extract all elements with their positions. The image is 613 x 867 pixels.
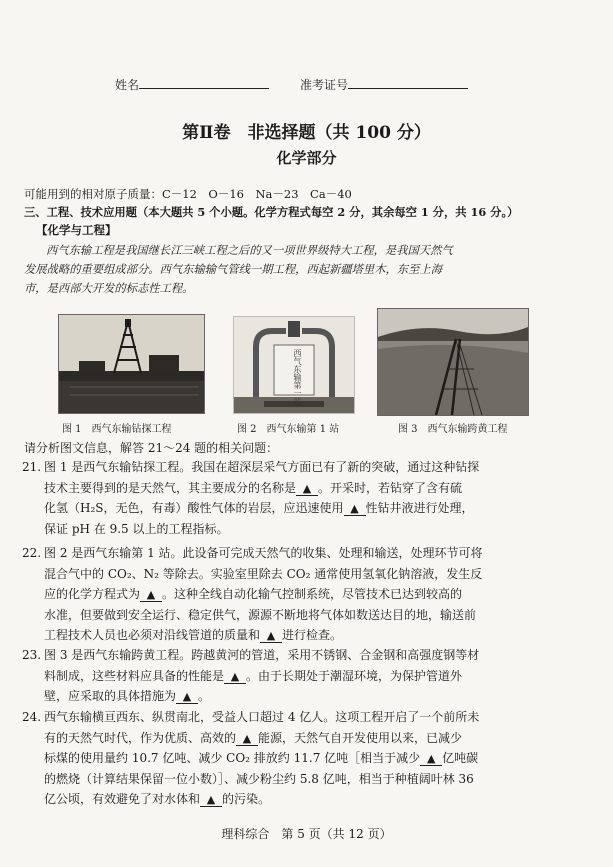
answer-blank[interactable]: ▲ — [176, 691, 198, 704]
answer-blank[interactable]: ▲ — [260, 630, 282, 643]
figure-3-caption: 图 3 西气东输跨黄工程 — [398, 424, 508, 435]
question-23: 23. 图 3 是西气东输跨黄工程。跨越黄河的管道，采用不锈钢、合金钢和高强度钢等材 料制成，这些材料应具备的性能是 ▲ 。由于长期处于潮湿环境，为保护管道外 壁，应采取的具体措施为 ▲ 。 — [22, 648, 480, 703]
answer-blank[interactable]: ▲ — [420, 753, 442, 766]
figure-3-pipeline-photo — [377, 308, 529, 416]
topic-label: 【化学与工程】 — [36, 223, 117, 237]
section-heading: 三、工程、技术应用题（本大题共 5 个小题。化学方程式每空 2 分，其余每空 1 分，共 16 分。） — [24, 205, 519, 219]
intro-paragraph: 西气东输工程是我国继长江三峡工程之后的又一项世界级特大工程，是我国天然气 发展战略的重要组成部分。西气东输输气管线一期工程，西起新疆塔里木，东至上海 市，是西部大开发的标志性工程。 — [24, 244, 453, 295]
question-24: 24. 西气东输横亘西东、纵贯南北，受益人口超过 4 亿人。这项工程开启了一个前所未 有的天然气时代，作为优质、高效的 ▲ 能源，天然气自开发使用以来，已减少 标煤的使用量约 10.7 亿吨、减少 CO₂ 排放约 11.7 亿吨［相当于减少 ▲ 亿吨碳 的燃烧（计算结果保留一位小数）］、减少粉尘约 5.8 亿吨，相当于种植阔叶林 36 亿公顷，有效避免了对水体和 ▲ 的污染。 — [22, 710, 480, 806]
figure-1-caption: 图 1 西气东输钻探工程 — [62, 424, 172, 435]
figure-1-drilling-photo — [58, 314, 205, 414]
figure-2-station-photo — [233, 316, 355, 414]
answer-blank[interactable]: ▲ — [296, 483, 318, 496]
answer-blank[interactable]: ▲ — [224, 671, 246, 684]
name-line: 姓名 — [115, 76, 269, 94]
page-subtitle: 化学部分 — [276, 149, 337, 167]
instruction: 请分析图文信息，解答 21～24 题的相关问题： — [24, 441, 279, 455]
answer-blank[interactable]: ▲ — [344, 503, 366, 516]
atomic-masses: 可能用到的相对原子质量：C－12 O－16 Na－23 Ca－40 — [24, 187, 352, 201]
page-title: 第Ⅱ卷 非选择题（共 100 分） — [182, 123, 431, 143]
answer-blank[interactable]: ▲ — [236, 733, 258, 746]
station-sign: 西气东输第一站 — [293, 349, 302, 405]
exam-id-blank[interactable] — [348, 76, 468, 89]
exam-id-line: 准考证号 — [300, 76, 468, 94]
page-footer: 理科综合 第 5 页（共 12 页） — [221, 827, 392, 841]
figure-2-caption: 图 2 西气东输第 1 站 — [237, 424, 340, 435]
question-21: 21. 图 1 是西气东输钻探工程。我国在超深层采气方面已有了新的突破，通过这种钻探 技术主要得到的是天然气，其主要成分的名称是 ▲ 。开采时，若钻穿了含有硫 化氢（H₂S，无色，有毒）酸性气体的岩层，应迅速使用 ▲ 性钻井液进行处理， 保证 pH 在 9.5 以上的工程指标。 — [22, 460, 480, 536]
question-22: 22. 图 2 是西气东输第 1 站。此设备可完成天然气的收集、处理和输送，处理环节可将 混合气中的 CO₂、N₂ 等除去。实验室里除去 CO₂ 通常使用氢氧化钠溶液，发生反 应的化学方程式为 ▲ 。这种全线自动化输气控制系统，尽管技术已达到较高的 水准，但要做到安全运行、稳定供气，源源不断地将气体如数送达目的地，输送前 工程技术人员也必须对沿线管道的质量和 ▲ 进行检查。 — [22, 546, 483, 642]
answer-blank[interactable]: ▲ — [140, 589, 162, 602]
name-blank[interactable] — [139, 76, 269, 89]
answer-blank[interactable]: ▲ — [200, 794, 222, 807]
